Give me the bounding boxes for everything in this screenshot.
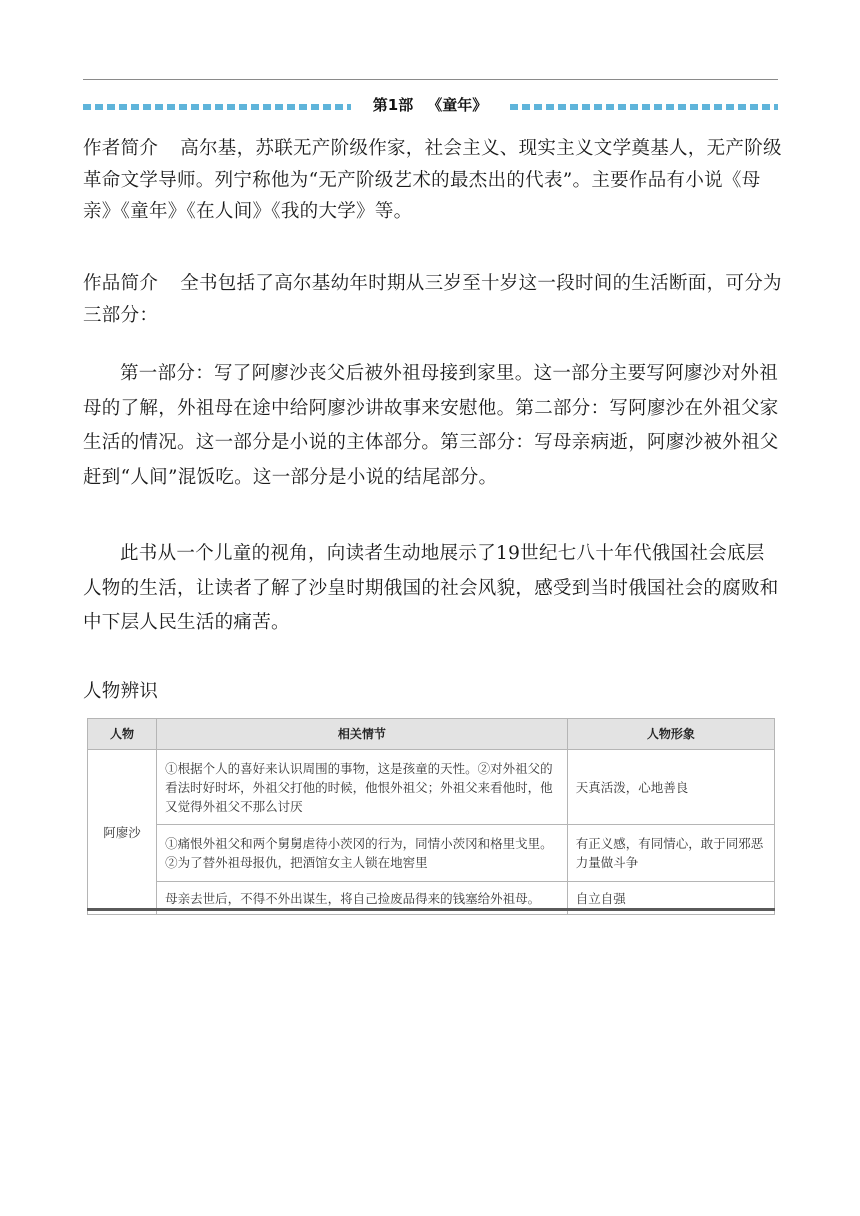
work-intro [83,268,783,331]
work-intro-label: 作品简介 [83,273,159,294]
chapter-title [355,93,505,117]
image-cell: 天真活泼，心地善良 [567,750,774,825]
banner-dash-left [83,104,351,110]
character-section-heading: 人物辨识 [83,681,159,702]
plot-cell: ①痛恨外祖父和两个舅舅虐待小茨冈的行为，同情小茨冈和格里戈里。②为了替外祖母报仇，把酒馆女主人锁在地窖里 [157,825,568,882]
author-intro [83,133,783,228]
author-intro-text: 高尔基，苏联无产阶级作家，社会主义、现实主义文学奠基人，无产阶级革命文学导师。列宁称他为“无产阶级艺术的最杰出的代表”。主要作品有小说《母亲》《童年》《在人间》《我的大学》等。 [83,138,782,222]
work-intro-text: 全书包括了高尔基幼年时期从三岁至十岁这一段时间的生活断面，可分为三部分： [83,273,782,326]
column-header: 相关情节 [157,719,568,750]
body-paragraph: 第一部分：写了阿廖沙丧父后被外祖母接到家里。这一部分主要写阿廖沙对外祖母的了解，外祖母在途中给阿廖沙讲故事来安慰他。第二部分：写阿廖沙在外祖父家生活的情况。这一部分是小说的主体部分。第三部分：写母亲病逝，阿廖沙被外祖父赶到“人间”混饭吃。这一部分是小说的结尾部分。 [83,363,779,489]
top-rule [83,79,778,80]
table-header-row [88,719,775,750]
image-cell: 自立自强 [567,882,774,915]
book-title: 《童年》 [427,96,488,114]
banner-dash-right [510,104,778,110]
character-table [87,718,775,915]
column-header: 人物形象 [567,719,774,750]
plot-cell: ①根据个人的喜好来认识周围的事物，这是孩童的天性。②对外祖父的看法时好时坏，外祖父打他的时候，他恨外祖父；外祖父来看他时，他又觉得外祖父不那么讨厌 [157,750,568,825]
chapter-part: 第1部 [372,96,414,114]
chapter-banner [83,93,778,119]
body-paragraph: 此书从一个儿童的视角，向读者生动地展示了19世纪七八十年代俄国社会底层人物的生活，让读者了解了沙皇时期俄国的社会风貌，感受到当时俄国社会的腐败和中下层人民生活的痛苦。 [83,543,779,634]
table-row [88,750,775,825]
author-intro-label: 作者简介 [83,138,159,159]
plot-cell: 母亲去世后，不得不外出谋生，将自己捡废品得来的钱塞给外祖母。 [157,882,568,915]
column-header: 人物 [88,719,157,750]
image-cell: 有正义感，有同情心，敢于同邪恶力量做斗争 [567,825,774,882]
table-bottom-rule [87,908,775,911]
table-row [88,825,775,882]
character-name-cell: 阿廖沙 [88,750,157,915]
